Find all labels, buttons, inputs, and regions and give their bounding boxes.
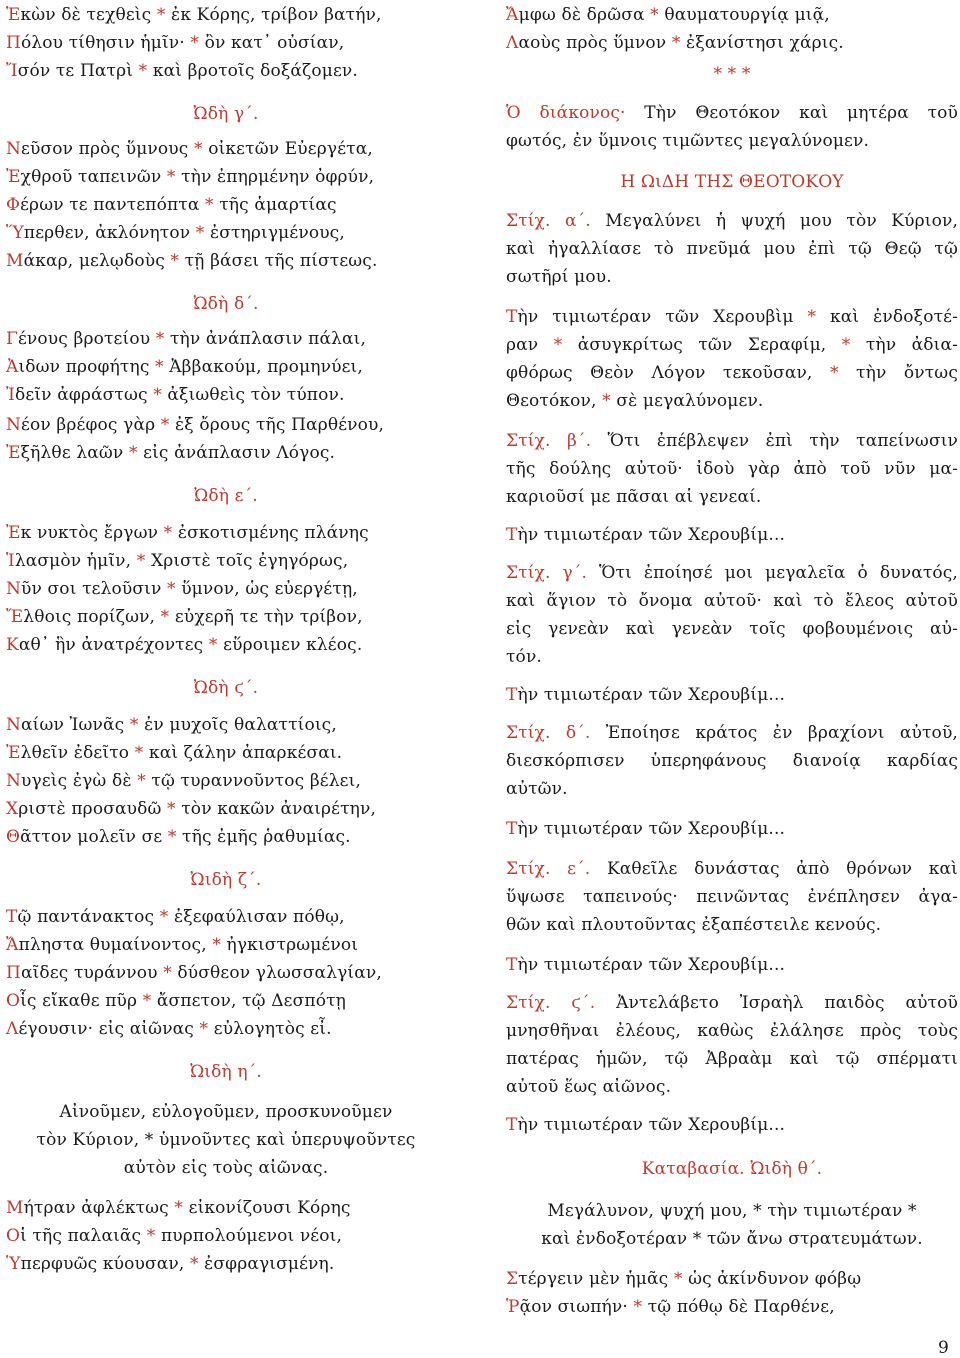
verse-line (6, 742, 342, 764)
verse-line (6, 60, 358, 82)
ode-heading: Καταβασία. Ὠιδὴ θ΄. (641, 1159, 823, 1179)
initial-letter: Ν (6, 579, 22, 599)
initial-letter: Τ (506, 955, 518, 975)
verse-line (506, 818, 785, 840)
initial-letter: Φ (6, 195, 21, 215)
verse-line (6, 250, 378, 272)
verse-text: ὴν τιμιωτέραν τῶν Χερουβίμ... (517, 525, 786, 545)
verse-line (6, 578, 358, 600)
verse-line (506, 4, 830, 26)
verse-text: τόν. (506, 647, 542, 667)
ode-heading: * * * (713, 64, 751, 84)
initial-letter: Τ (506, 819, 518, 839)
initial-letter: Κ (6, 635, 19, 655)
verse-text: Μεγαλύνει ἡ ψυχή μου τὸν Κύριον, (590, 211, 958, 231)
verse-line (6, 1197, 351, 1219)
verse-text: ἱ τῆς παλαιᾶς * πυρπολούμενοι νέοι, (20, 1226, 343, 1246)
verse-line (6, 770, 361, 792)
verse-line (506, 1076, 671, 1098)
initial-letter: Ἐ (6, 523, 21, 543)
rubric-label: Στίχ. ε΄. (506, 859, 591, 879)
initial-letter: Ἄ (6, 935, 19, 955)
verse-line (506, 210, 958, 232)
verse-line (506, 590, 958, 612)
verse-line (506, 362, 958, 384)
verse-text: καὶ ἠγαλλίασε τὸ πνεῦμά μου ἐπὶ τῷ Θεῷ τῷ (506, 239, 958, 259)
verse-line (6, 606, 363, 628)
initial-letter: Τ (506, 1115, 518, 1135)
ode-heading: Η ΩιΔΗ ΤΗΣ ΘΕΟΤΟΚΟΥ (620, 172, 844, 192)
verse-line (6, 384, 345, 406)
verse-line (6, 32, 344, 54)
rubric-label: Στίχ. ϛ΄. (506, 993, 596, 1013)
verse-line (6, 550, 348, 572)
verse-text: τῆς δούλης αὐτοῦ· ἰδοὺ γὰρ ἀπὸ τοῦ νῦν μα- (506, 459, 958, 479)
verse-line (506, 750, 958, 772)
rubric-label: Στίχ. α΄. (506, 211, 591, 231)
initial-letter: Π (6, 33, 21, 53)
verse-text: ὴν τιμιωτέραν τῶν Χερουβίμ... (517, 1115, 786, 1135)
verse-text: αθ᾽ ἣν ἀνατρέχοντες * εὕροιμεν κλέος. (18, 635, 363, 655)
verse-line (506, 722, 958, 744)
verse-line (506, 562, 958, 584)
centered-verse-line: καὶ ἐνδοξοτέραν * τῶν ἄνω στρατευμάτων. (541, 1229, 923, 1249)
verse-line (506, 1268, 861, 1290)
verse-text: περθεν, ἀκλόνητον * ἐστηριγμένους, (23, 223, 345, 243)
rubric-label: Ὁ διάκονος· (506, 103, 626, 123)
verse-line (6, 714, 337, 736)
page-number: 9 (938, 1338, 949, 1358)
verse-text: καριοῦσί με πᾶσαι αἱ γενεαί. (506, 487, 762, 507)
verse-text: Θεοτόκον, * σὲ μεγαλύνομεν. (506, 391, 764, 411)
initial-letter: Ν (6, 139, 22, 159)
initial-letter: Ν (6, 771, 22, 791)
verse-line (506, 458, 958, 480)
verse-line (6, 990, 346, 1012)
ode-heading: Ὠδὴ ϛ΄. (193, 678, 259, 698)
verse-text: τέργειν μὲν ἡμᾶς * ὡς ἀκίνδυνον φόβῳ (518, 1269, 862, 1289)
initial-letter: Μ (6, 1198, 24, 1218)
verse-text: αὐτῶν. (506, 779, 568, 799)
verse-text: δεῖν ἀφράστως * ἀξιωθεὶς τὸν τύπον. (15, 385, 345, 405)
verse-text: υγεὶς ἐγὼ δὲ * τῷ τυραννοῦντος βέλει, (21, 771, 362, 791)
initial-letter: Ὑ (6, 1254, 21, 1274)
initial-letter: Ῥ (506, 1297, 520, 1317)
verse-text: Ἀντελάβετο Ἰσραὴλ παιδὸς αὐτοῦ (595, 993, 958, 1013)
initial-letter: Ο (6, 991, 21, 1011)
verse-text: πατέρας ἡμῶν, τῷ Ἀβραὰμ καὶ τῷ σπέρματι (506, 1049, 958, 1069)
verse-text: αίων Ἰωνᾶς * ἐν μυχοῖς θαλαττίοις, (21, 715, 337, 735)
verse-line (6, 826, 351, 848)
ode-heading: Ὠιδὴ η΄. (190, 1062, 262, 1082)
initial-letter: Μ (6, 251, 24, 271)
verse-text: αῖδες τυράννου * δύσθεον γλωσσαλγίαν, (20, 963, 382, 983)
verse-line (506, 914, 881, 936)
verse-line (506, 1296, 835, 1318)
verse-line (506, 646, 542, 668)
initial-letter: Ἀ (6, 357, 19, 377)
verse-text: μνησθῆναι ἐλέους, καθὼς ἐλάλησε πρὸς τοὺς (506, 1021, 958, 1041)
ode-heading: Ὠδὴ δ΄. (193, 294, 259, 314)
verse-text: ὴν τιμιωτέραν τῶν Χερουβίμ... (517, 955, 786, 975)
initial-letter: Ἐ (6, 443, 21, 463)
verse-line (506, 306, 958, 328)
verse-text: Ὅτι ἐπέβλεψεν ἐπὶ τὴν ταπείνωσιν (591, 431, 958, 451)
verse-text: εῦσον πρὸς ὕμνους * οἰκετῶν Εὐεργέτα, (21, 139, 373, 159)
verse-text: ᾶττον μολεῖν σε * τῆς ἐμῆς ῥαθυμίας. (20, 827, 351, 847)
verse-line (6, 414, 384, 436)
verse-line (6, 522, 369, 544)
verse-line (6, 442, 335, 464)
initial-letter: Ἔ (6, 607, 24, 627)
initial-letter: Χ (6, 799, 19, 819)
verse-text: διεσκόρπισεν ὑπερηφάνους διανοίᾳ καρδίας (506, 751, 958, 771)
verse-line (506, 618, 958, 640)
verse-text: περφυῶς κύουσαν, * ἐσφραγισμένη. (20, 1254, 335, 1274)
verse-line (6, 166, 374, 188)
verse-line (506, 524, 785, 546)
initial-letter: Τ (506, 525, 518, 545)
initial-letter: Ἐ (6, 167, 21, 187)
verse-line (6, 356, 363, 378)
verse-text: εἰς γενεὰν καὶ γενεὰν τοῖς φοβουμένοις αὐ- (506, 619, 958, 639)
initial-letter: Λ (506, 33, 519, 53)
initial-letter: Ἄ (506, 5, 519, 25)
verse-text: ὴν τιμιωτέραν τῶν Χερουβίμ... (517, 685, 786, 705)
centered-verse-line: Αἰνοῦμεν, εὐλογοῦμεν, προσκυνοῦμεν (59, 1102, 393, 1122)
verse-line (506, 238, 958, 260)
verse-line (6, 194, 337, 216)
verse-line (506, 102, 958, 124)
verse-text: πληστα θυμαίνοντος, * ἠγκιστρωμένοι (18, 935, 359, 955)
verse-line (6, 1018, 332, 1040)
initial-letter: Τ (506, 307, 518, 327)
verse-text: κὼν δὲ τεχθεὶς * ἐκ Κόρης, τρίβον βατήν, (20, 5, 382, 25)
initial-letter: Ἱ (6, 551, 15, 571)
verse-line (6, 222, 345, 244)
verse-text: μφω δὲ δρῶσα * θαυματουργίᾳ μιᾷ, (518, 5, 830, 25)
verse-line (6, 4, 382, 26)
initial-letter: Λ (6, 1019, 19, 1039)
verse-line (6, 962, 382, 984)
verse-line (506, 954, 785, 976)
verse-text: σόν τε Πατρὶ * καὶ βροτοῖς δοξάζομεν. (17, 61, 358, 81)
verse-line (6, 906, 345, 928)
verse-text: όλου τίθησιν ἡμῖν· * ὃν κατ᾽ οὐσίαν, (20, 33, 345, 53)
verse-text: ξῆλθε λαῶν * εἰς ἀνάπλασιν Λόγος. (20, 443, 336, 463)
verse-text: ραν * ἀσυγκρίτως τῶν Σεραφίμ, * τὴν ἀδια- (506, 335, 958, 355)
verse-text: έρων τε παντεπόπτα * τῆς ἁμαρτίας (20, 195, 337, 215)
rubric-label: Στίχ. δ΄. (506, 723, 591, 743)
verse-line (506, 886, 958, 908)
verse-text: Καθεῖλε δυνάστας ἀπὸ θρόνων καὶ (590, 859, 958, 879)
rubric-label: Στίχ. γ΄. (506, 563, 588, 583)
verse-text: αὐτοῦ ἕως αἰῶνος. (506, 1077, 672, 1097)
verse-text: καὶ ἅγιον τὸ ὄνομα αὐτοῦ· καὶ τὸ ἔλεος αὐτοῦ (506, 591, 958, 611)
verse-line (506, 992, 958, 1014)
verse-text: ῷ παντάνακτος * ἐξεφαύλισαν πόθῳ, (17, 907, 345, 927)
verse-line (506, 858, 958, 880)
verse-text: ὴν τιμιωτέραν τῶν Χερουβὶμ * καὶ ἐνδοξοτέ- (517, 307, 958, 327)
ode-heading: Ὠιδὴ ζ΄. (190, 870, 262, 890)
verse-line (506, 1114, 785, 1136)
verse-line (506, 486, 761, 508)
verse-text: ριστὲ προσαυδῶ * τὸν κακῶν ἀναιρέτην, (18, 799, 377, 819)
ode-heading: Ὠδὴ γ΄. (193, 104, 259, 124)
verse-text: Ἐποίησε κράτος ἐν βραχίονι αὐτοῦ, (590, 723, 958, 743)
initial-letter: Ὕ (6, 223, 24, 243)
verse-line (506, 778, 568, 800)
verse-line (6, 1225, 342, 1247)
initial-letter: Ο (6, 1226, 21, 1246)
verse-line (6, 1253, 334, 1275)
initial-letter: Ἐ (6, 743, 21, 763)
initial-letter: Σ (506, 1269, 519, 1289)
verse-text: Τὴν Θεοτόκον καὶ μητέρα τοῦ (625, 103, 958, 123)
verse-text: χθροῦ ταπεινῶν * τὴν ἐπηρμένην ὀφρύν, (20, 167, 375, 187)
verse-line (506, 130, 869, 152)
verse-text: Ὅτι ἐποίησέ μοι μεγαλεῖα ὁ δυνατός, (587, 563, 958, 583)
initial-letter: Π (6, 963, 21, 983)
verse-text: θῶν καὶ πλουτοῦντας ἐξαπέστειλε κενούς. (506, 915, 882, 935)
verse-text: φθόρως Θεὸν Λόγον τεκοῦσαν, * τὴν ὄντως (506, 363, 958, 383)
centered-verse-line: Μεγάλυνον, ψυχή μου, * τὴν τιμιωτέραν * (547, 1201, 917, 1221)
verse-text: ήτραν ἀφλέκτως * εἰκονίζουσι Κόρης (23, 1198, 351, 1218)
verse-text: λθεῖν ἐδεῖτο * καὶ ζάλην ἀπαρκέσαι. (20, 743, 343, 763)
verse-line (506, 684, 785, 706)
verse-text: ένους βροτείου * τὴν ἀνάπλασιν πάλαι, (17, 329, 366, 349)
initial-letter: Ἑ (6, 5, 21, 25)
initial-letter: Τ (506, 685, 518, 705)
verse-text: λασμὸν ἡμῖν, * Χριστὲ τοῖς ἐγηγόρως, (14, 551, 349, 571)
verse-text: ὴν τιμιωτέραν τῶν Χερουβίμ... (517, 819, 786, 839)
verse-text: ῦν σοι τελοῦσιν * ὕμνον, ὡς εὐεργέτῃ, (21, 579, 358, 599)
verse-text: κ νυκτὸς ἔργων * ἐσκοτισμένης πλάνης (20, 523, 369, 543)
verse-line (506, 334, 958, 356)
verse-line (506, 1048, 958, 1070)
verse-text: ἷς εἴκαθε πῦρ * ἄσπετον, τῷ Δεσπότῃ (20, 991, 346, 1011)
verse-line (6, 328, 366, 350)
verse-line (6, 138, 373, 160)
verse-line (6, 798, 376, 820)
initial-letter: Γ (6, 329, 18, 349)
verse-text: έον βρέφος γὰρ * ἐξ ὄρους τῆς Παρθένου, (21, 415, 385, 435)
verse-text: έγουσιν· εἰς αἰῶνας * εὐλογητὸς εἶ. (18, 1019, 332, 1039)
rubric-label: Στίχ. β΄. (506, 431, 592, 451)
centered-verse-line: τὸν Κύριον, * ὑμνοῦντες καὶ ὑπερυψοῦντες (36, 1130, 416, 1150)
verse-text: φωτός, ἐν ὕμνοις τιμῶντες μεγαλύνομεν. (506, 131, 870, 151)
verse-text: αοὺς πρὸς ὕμνον * ἐξανίστησι χάρις. (518, 33, 844, 53)
initial-letter: Τ (6, 907, 18, 927)
verse-text: ὕψωσε ταπεινούς· πεινῶντας ἐνέπλησεν ἀγα- (506, 887, 958, 907)
verse-line (506, 266, 612, 288)
verse-text: λθοις πορίζων, * εὐχερῆ τε τὴν τρίβον, (23, 607, 363, 627)
centered-verse-line: αὐτὸν εἰς τοὺς αἰῶνας. (123, 1158, 329, 1178)
verse-line (506, 390, 763, 412)
verse-line (6, 934, 358, 956)
verse-line (506, 1020, 958, 1042)
verse-line (506, 430, 958, 452)
verse-line (6, 634, 362, 656)
verse-text: ιδων προφήτης * Ἀββακούμ, προμηνύει, (18, 357, 363, 377)
initial-letter: Θ (6, 827, 21, 847)
ode-heading: Ὠδὴ ε΄. (194, 486, 258, 506)
verse-text: σωτῆρί μου. (506, 267, 612, 287)
verse-text: άκαρ, μελῳδοὺς * τῇ βάσει τῆς πίστεως. (23, 251, 378, 271)
initial-letter: Ἴ (6, 61, 18, 81)
initial-letter: Ν (6, 715, 22, 735)
initial-letter: Ἰ (6, 385, 16, 405)
verse-text: ᾷον σιωπήν· * τῷ πόθῳ δὲ Παρθένε, (519, 1297, 835, 1317)
initial-letter: Ν (6, 415, 22, 435)
verse-line (506, 32, 844, 54)
